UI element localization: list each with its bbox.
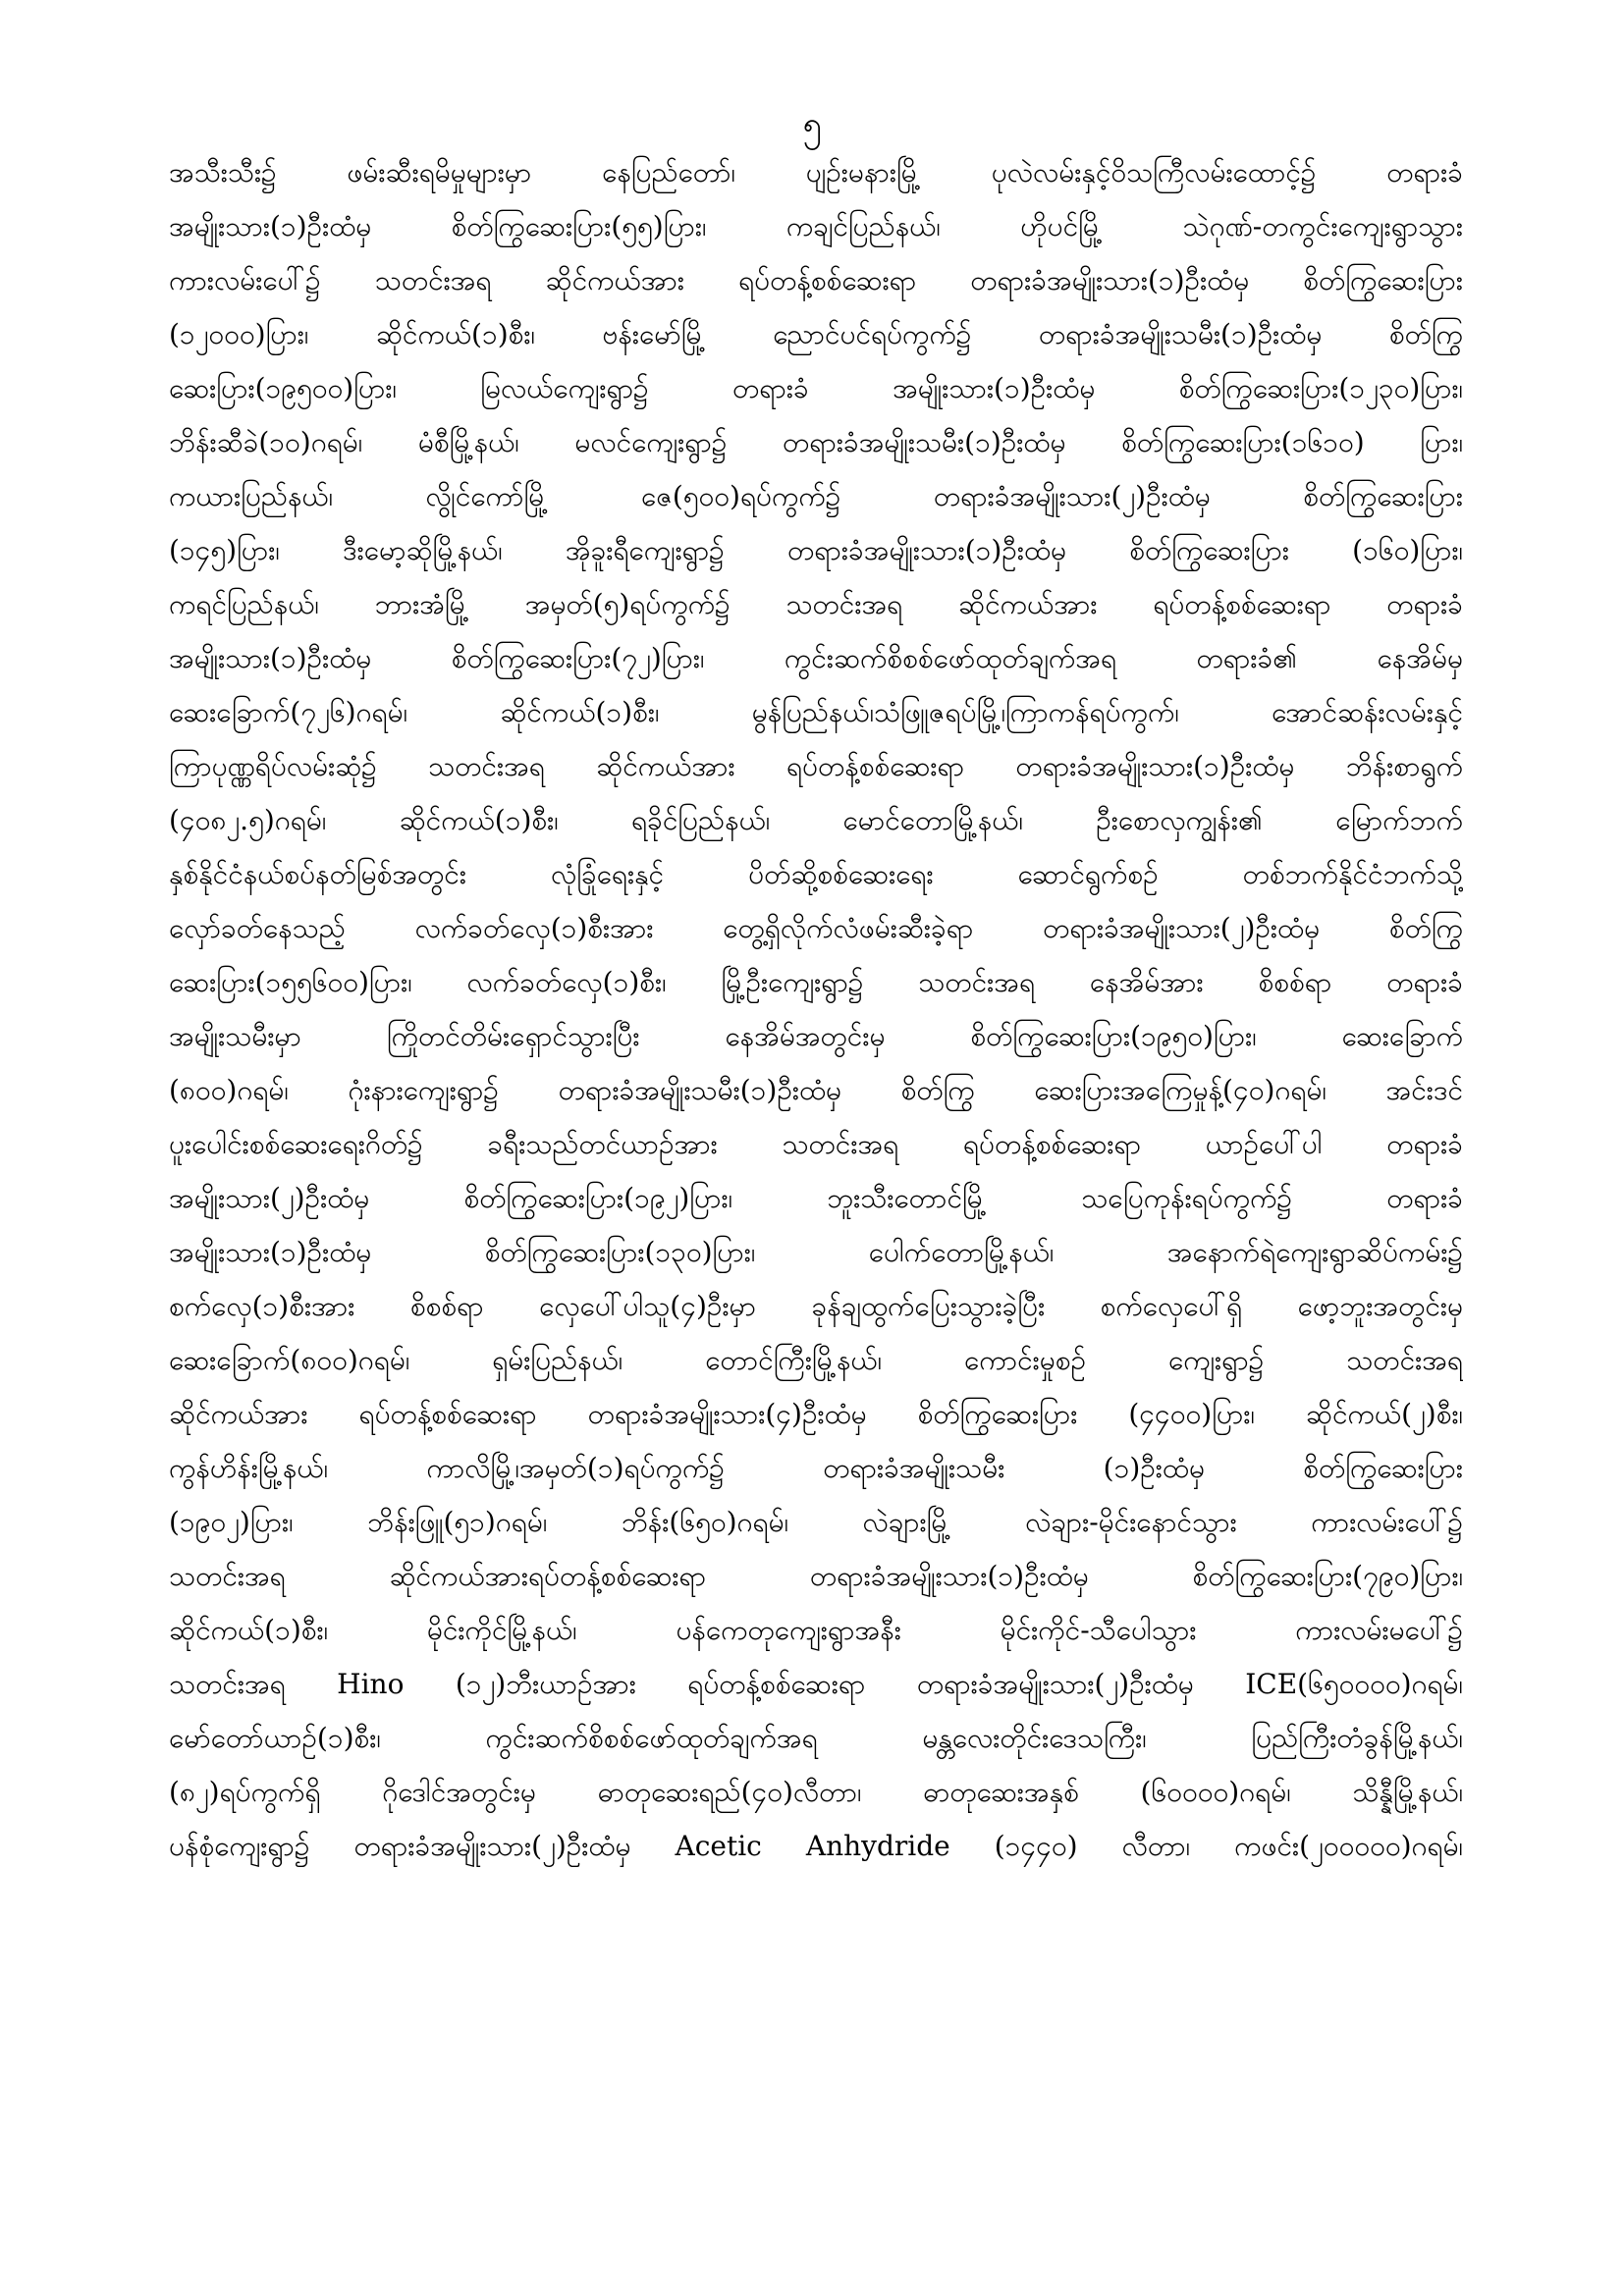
text-line: ဘိန်းဆီခဲ(၁၀)ဂရမ်၊ မံစီမြို့နယ်၊ မလင်ကျေးရွာ၌ တရားခံအမျိုးသမီး(၁)ဦးထံမှ စိတ်ကြွဆေးပြား(၁၆၁၀) ပြား၊ [169,426,1463,458]
text-line: ကားလမ်းပေါ်၌ သတင်းအရ ဆိုင်ကယ်အား ရပ်တန့်စစ်ဆေးရာ တရားခံအမျိုးသား(၁)ဦးထံမှ စိတ်ကြွဆေးပြား [169,264,1463,296]
text-line: (၈၀၀)ဂရမ်၊ ဂုံးနားကျေးရွာ၌ တရားခံအမျိုးသမီး(၁)ဦးထံမှ စိတ်ကြွ ဆေးပြားအကြေမှုန့်(၄၀)ဂရမ်၊ အင်းဒင် [169,1074,1463,1106]
body-text [169,145,1463,1873]
page-number: ၅ [802,105,822,144]
text-line: နှစ်နိုင်ငံနယ်စပ်နတ်မြစ်အတွင်း လုံခြုံရေးနှင့် ပိတ်ဆို့စစ်ဆေးရေး ဆောင်ရွက်စဉ် တစ်ဘက်နိုင်ငံဘက်သို့ [169,858,1463,890]
text-line: အမျိုးသား(၁)ဦးထံမှ စိတ်ကြွဆေးပြား(၅၅)ပြား၊ ကချင်ပြည်နယ်၊ ဟိုပင်မြို့ သဲဂုဏ်-တကွင်းကျေးရွာသွား [169,210,1463,242]
text-line: စက်လှေ(၁)စီးအား စိစစ်ရာ လှေပေါ်ပါသူ(၄)ဦးမှာ ခုန်ချထွက်ပြေးသွားခဲ့ပြီး စက်လှေပေါ်ရှိ ဖော့ဘူးအတွင်းမှ [169,1290,1463,1322]
text-line: ပန်စုံကျေးရွာ၌ တရားခံအမျိုးသား(၂)ဦးထံမှ Acetic Anhydride (၁၄၄၀) လီတာ၊ ကဖင်း(၂၀၀၀၀၀)ဂရမ်၊ [169,1830,1463,1862]
text-line: ဆေးခြောက်(၇၂၆)ဂရမ်၊ ဆိုင်ကယ်(၁)စီး၊ မွန်ပြည်နယ်၊သံဖြူဇရပ်မြို့၊ကြာကန်ရပ်ကွက်၊ အောင်ဆန်းလမ်းနှင့် [169,696,1463,728]
text-line: (၁၄၅)ပြား၊ ဒီးမော့ဆိုမြို့နယ်၊ အိုခူးရီကျေးရွာ၌ တရားခံအမျိုးသား(၁)ဦးထံမှ စိတ်ကြွဆေးပြား (၁၆၀)ပြား၊ [169,534,1463,566]
text-line: (၁၂၀၀၀)ပြား၊ ဆိုင်ကယ်(၁)စီး၊ ဗန်းမော်မြို့ ညောင်ပင်ရပ်ကွက်၌ တရားခံအမျိုးသမီး(၁)ဦးထံမှ စိတ်ကြွ [169,318,1463,350]
text-line: ကွန်ဟိန်းမြို့နယ်၊ ကာလိမြို့၊အမှတ်(၁)ရပ်ကွက်၌ တရားခံအမျိုးသမီး (၁)ဦးထံမှ စိတ်ကြွဆေးပြား [169,1452,1463,1484]
text-line: အမျိုးသား(၁)ဦးထံမှ စိတ်ကြွဆေးပြား(၁၃၀)ပြား၊ ပေါက်တောမြို့နယ်၊ အနောက်ရဲကျေးရွာဆိပ်ကမ်း၌ [169,1236,1463,1268]
text-line: အမျိုးသား(၂)ဦးထံမှ စိတ်ကြွဆေးပြား(၁၉၂)ပြား၊ ဘူးသီးတောင်မြို့ သပြေကုန်းရပ်ကွက်၌ တရားခံ [169,1182,1463,1214]
text-line: ဆိုင်ကယ်အား ရပ်တန့်စစ်ဆေးရာ တရားခံအမျိုးသား(၄)ဦးထံမှ စိတ်ကြွဆေးပြား (၄၄၀၀)ပြား၊ ဆိုင်ကယ်(၂)စီး၊ [169,1398,1463,1430]
text-line: သတင်းအရ ဆိုင်ကယ်အားရပ်တန့်စစ်ဆေးရာ တရားခံအမျိုးသား(၁)ဦးထံမှ စိတ်ကြွဆေးပြား(၇၉၀)ပြား၊ [169,1560,1463,1592]
text-line: အမျိုးသမီးမှာ ကြိုတင်တိမ်းရှောင်သွားပြီး နေအိမ်အတွင်းမှ စိတ်ကြွဆေးပြား(၁၉၅၀)ပြား၊ ဆေးခြောက် [169,1020,1463,1052]
text-line: ဆေးပြား(၁၉၅၀၀)ပြား၊ မြလယ်ကျေးရွာ၌ တရားခံ အမျိုးသား(၁)ဦးထံမှ စိတ်ကြွဆေးပြား(၁၂၃၀)ပြား၊ [169,372,1463,404]
text-line: ဆေးပြား(၁၅၅၆၀၀)ပြား၊ လက်ခတ်လှေ(၁)စီး၊ မြို့ဦးကျေးရွာ၌ သတင်းအရ နေအိမ်အား စိစစ်ရာ တရားခံ [169,966,1463,998]
text-line: (၄၀၈၂.၅)ဂရမ်၊ ဆိုင်ကယ်(၁)စီး၊ ရခိုင်ပြည်နယ်၊ မောင်တောမြို့နယ်၊ ဦးစောလှကျွန်း၏ မြောက်ဘက် [169,804,1463,836]
text-line: ဆေးခြောက်(၈၀၀)ဂရမ်၊ ရှမ်းပြည်နယ်၊ တောင်ကြီးမြို့နယ်၊ ကောင်းမှုစဉ် ကျေးရွာ၌ သတင်းအရ [169,1344,1463,1376]
text-line: လှော်ခတ်နေသည့် လက်ခတ်လှေ(၁)စီးအား တွေ့ရှိလိုက်လံဖမ်းဆီးခဲ့ရာ တရားခံအမျိုးသား(၂)ဦးထံမှ စိတ်ကြွ [169,912,1463,944]
text-line: အမျိုးသား(၁)ဦးထံမှ စိတ်ကြွဆေးပြား(၇၂)ပြား၊ ကွင်းဆက်စိစစ်ဖော်ထုတ်ချက်အရ တရားခံ၏ နေအိမ်မှ [169,642,1463,674]
text-line: ကရင်ပြည်နယ်၊ ဘားအံမြို့ အမှတ်(၅)ရပ်ကွက်၌ သတင်းအရ ဆိုင်ကယ်အား ရပ်တန့်စစ်ဆေးရာ တရားခံ [169,588,1463,620]
text-line: ကြာပုဏ္ဏရိပ်လမ်းဆုံ၌ သတင်းအရ ဆိုင်ကယ်အား ရပ်တန့်စစ်ဆေးရာ တရားခံအမျိုးသား(၁)ဦးထံမှ ဘိန်းစာရွက် [169,750,1463,782]
text-line: (၁၉၀၂)ပြား၊ ဘိန်းဖြူ(၅၁)ဂရမ်၊ ဘိန်း(၆၅၀)ဂရမ်၊ လဲချားမြို့ လဲချား-မိုင်းနောင်သွား ကားလမ်းပေါ်၌ [169,1506,1463,1538]
text-line: သတင်းအရ Hino (၁၂)ဘီးယာဉ်အား ရပ်တန့်စစ်ဆေးရာ တရားခံအမျိုးသား(၂)ဦးထံမှ ICE(၆၅၀၀၀၀)ဂရမ်၊ [169,1668,1463,1700]
text-line: ဆိုင်ကယ်(၁)စီး၊ မိုင်းကိုင်မြို့နယ်၊ ပန်ကေတုကျေးရွာအနီး မိုင်းကိုင်-သီပေါသွား ကားလမ်းမပေါ်၌ [169,1614,1463,1646]
text-line: ပူးပေါင်းစစ်ဆေးရေးဂိတ်၌ ခရီးသည်တင်ယာဉ်အား သတင်းအရ ရပ်တန့်စစ်ဆေးရာ ယာဉ်ပေါ်ပါ တရားခံ [169,1128,1463,1160]
text-line: မော်တော်ယာဉ်(၁)စီး၊ ကွင်းဆက်စိစစ်ဖော်ထုတ်ချက်အရ မန္တလေးတိုင်းဒေသကြီး၊ ပြည်ကြီးတံခွန်မြို့နယ်၊ [169,1722,1463,1754]
text-line: (၈၂)ရပ်ကွက်ရှိ ဂိုဒေါင်အတွင်းမှ ဓာတုဆေးရည်(၄၀)လီတာ၊ ဓာတုဆေးအနှစ် (၆၀၀၀၀)ဂရမ်၊ သိန္နီမြို့နယ်၊ [169,1776,1463,1808]
text-line: ကယားပြည်နယ်၊ လွိုင်ကော်မြို့ ဇေ(၅၀၀)ရပ်ကွက်၌ တရားခံအမျိုးသား(၂)ဦးထံမှ စိတ်ကြွဆေးပြား [169,480,1463,512]
text-line: အသီးသီး၌ ဖမ်းဆီးရမိမှုများမှာ နေပြည်တော်၊ ပျဉ်းမနားမြို့ ပုလဲလမ်းနှင့်ဝိသကြီလမ်းထောင့်၌ တရားခံ [169,156,1463,188]
